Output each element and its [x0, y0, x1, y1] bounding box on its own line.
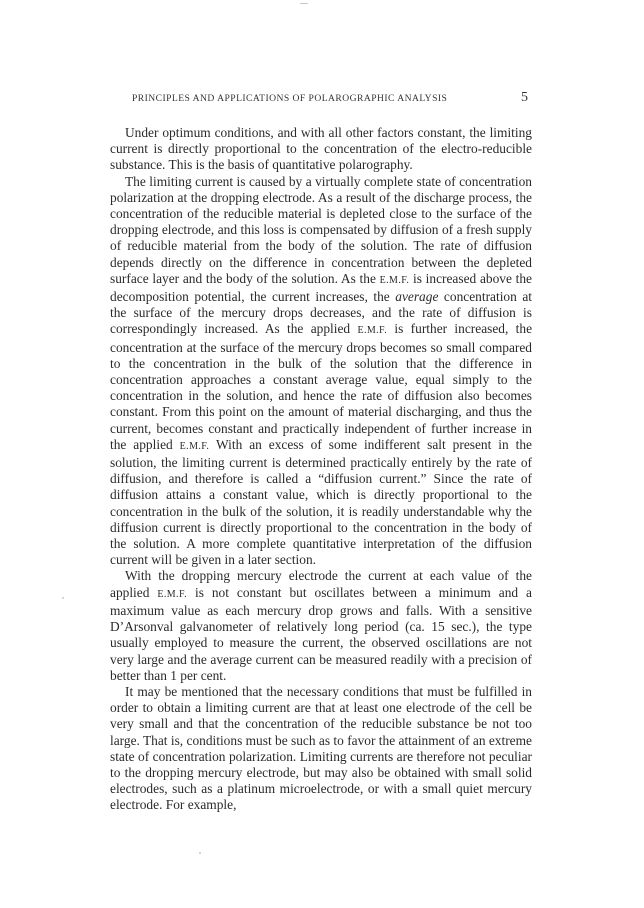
paragraph-3 [110, 568, 532, 683]
italic-word: average [395, 289, 439, 305]
text-run: is further increased, the concentration at the surface of the mercury drops becomes so small compared to the concentration in the bulk of the solution that the difference in concentration approaches a constant average value, equal simply to the concentration in the solution, and hence the rate of diffusion also becomes constant. From this point on the amount of material discharging, and thus the current, becomes constant and practically independent of further increase in the applied [110, 321, 533, 452]
running-header: PRINCIPLES AND APPLICATIONS OF POLAROGRAPHIC ANALYSIS [132, 93, 448, 104]
text-run: is increased above the decomposition potential, the current increases, the [110, 270, 532, 305]
text-run: is not constant but oscillates between a minimum and a maximum value as each mercury drop grows and falls. With a sensitive D’Arsonval galvanometer of relatively long period (ca. 15 sec.), the type usually employed to measure the current, the observed oscillations are not very large and the average current can be measured readily with a precision of better than 1 per cent. [110, 584, 532, 683]
emf-abbreviation: E.M.F. [357, 325, 388, 337]
text-run: The limiting current is caused by a virtually complete state of concentration polarization at the dropping electrode. As a result of the discharge process, the concentration of the reducible material is depleted close to the surface of the dropping electrode, and this loss is compensated by diffusion of a fresh supply of reducible material from the body of the solution. The rate of diffusion depends directly on the difference in concentration between the depleted surface layer and the body of the solution. As the [110, 173, 532, 286]
page-number: 5 [521, 90, 528, 105]
emf-abbreviation: E.M.F. [179, 440, 210, 452]
paragraph-4: It may be mentioned that the necessary conditions that must be fulfilled in order to obtain a limiting current are that at least one electrode of the cell be very small and that the concentration of the reducible substance be not too large. That is, conditions must be such as to favor the attainment of an extreme state of concentration polarization. Limiting currents are therefore not peculiar to the dropping mercury electrode, but may also be obtained with small solid electrodes, such as a platinum microelectrode, or with a small quiet mercury electrode. For example, [110, 683, 532, 813]
scan-speck [300, 3, 308, 4]
scan-speck [199, 852, 201, 854]
scan-speck [62, 597, 64, 599]
text-run: concentration at the surface of the mercury drops decreases, and the rate of diffusion is correspondingly increased. As the applied [110, 289, 532, 337]
emf-abbreviation: E.M.F. [157, 588, 188, 600]
paragraph-1: Under optimum conditions, and with all other factors constant, the limiting current is directly proportional to the concentration of the electro-reducible substance. This is the basis of quantitative polarography. [110, 125, 532, 173]
body-text [110, 125, 532, 814]
text-run: With the dropping mercury electrode the current at each value of the applied [110, 568, 532, 600]
paragraph-2 [110, 174, 532, 569]
text-run: With an excess of some indifferent salt present in the solution, the limiting current is determined practically entirely by the rate of diffusion, and therefore is called a “diffusion current.” Since the rate of diffusion attains a constant value, which is directly proportional to the concentration in the bulk of the solution, it is readily understandable why the diffusion current is directly proportional to the concentration in the body of the solution. A more complete quantitative interpretation of the diffusion current will be given in a later section. [110, 436, 532, 568]
emf-abbreviation: E.M.F. [379, 274, 410, 286]
